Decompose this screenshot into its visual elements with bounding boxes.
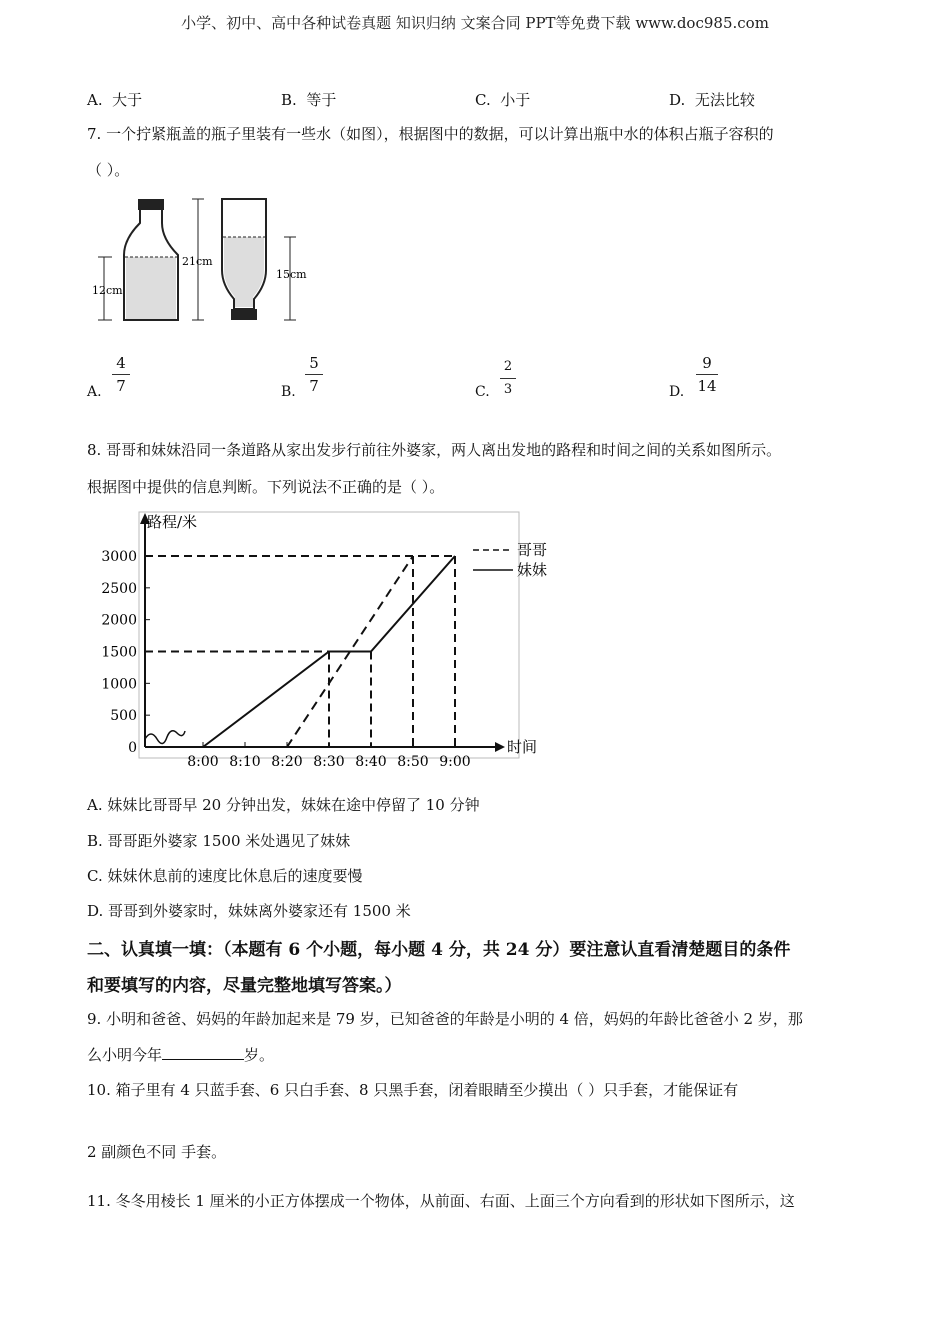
q7-option-b-fraction: 5 7	[305, 354, 323, 395]
y-tick-label: 500	[110, 708, 137, 725]
distance-time-chart	[95, 510, 548, 770]
q8-option-d: D. 哥哥到外婆家时，妹妹离外婆家还有 1500 米	[87, 902, 411, 920]
q7-option-d-fraction: 9 14	[697, 354, 717, 395]
q7-option-b-letter: B.	[281, 384, 296, 400]
bottle-cap-inverted	[231, 309, 257, 320]
legend-label: 妹妹	[517, 561, 548, 579]
q8-text-line2: 根据图中提供的信息判断。下列说法不正确的是（ ）。	[87, 478, 445, 496]
q7-option-d-letter: D.	[669, 384, 685, 400]
y-tick-label: 0	[128, 740, 137, 756]
q11-text-line1: 11. 冬冬用棱长 1 厘米的小正方体摆成一个物体，从前面、右面、上面三个方向看到的形状如下图所示，这	[87, 1192, 795, 1210]
q7-text-line2: （ ）。	[87, 161, 130, 179]
bottle-cap-upright	[138, 199, 164, 210]
x-tick-label: 8:20	[271, 754, 303, 770]
y-tick-label: 2000	[101, 612, 137, 629]
q7-option-a-letter: A.	[87, 384, 102, 400]
q6-option-a: A. 大于	[87, 91, 143, 109]
q7-text-line1: 7. 一个拧紧瓶盖的瓶子里装有一些水（如图），根据图中的数据，可以计算出瓶中水的体积占瓶子容积的	[87, 125, 774, 143]
q8-option-c: C. 妹妹休息前的速度比休息后的速度要慢	[87, 867, 363, 885]
axis-break	[145, 731, 185, 744]
q10-text-line1: 10. 箱子里有 4 只蓝手套、6 只白手套、8 只黑手套，闭着眼睛至少摸出（ ）只手套，才能保证有	[87, 1081, 739, 1099]
q8-text-line1: 8. 哥哥和妹妹沿同一条道路从家出发步行前往外婆家，两人离出发地的路程和时间之间的关系如图所示。	[87, 441, 782, 459]
q6-option-b: B. 等于	[281, 91, 337, 109]
x-tick-label: 8:30	[313, 754, 345, 770]
q6-option-d: D. 无法比较	[669, 91, 755, 109]
x-axis-arrow	[495, 742, 505, 752]
label-12cm: 12cm	[92, 284, 123, 297]
x-tick-label: 8:50	[397, 754, 429, 770]
q7-option-a-fraction: 4 7	[112, 354, 130, 395]
q8-option-b: B. 哥哥距外婆家 1500 米处遇见了妹妹	[87, 832, 351, 850]
page-header: 小学、初中、高中各种试卷真题 知识归纳 文案合同 PPT等免费下载 www.doc985.com	[181, 14, 769, 32]
q7-option-c-letter: C.	[475, 384, 490, 400]
x-tick-label: 8:10	[229, 754, 261, 770]
label-21cm: 21cm	[182, 255, 213, 268]
q9-answer-blank[interactable]	[162, 1045, 244, 1060]
water-upright	[126, 257, 176, 319]
x-tick-label: 8:00	[187, 754, 219, 770]
x-tick-label: 8:40	[355, 754, 387, 770]
section2-heading-line2: 和要填写的内容，尽量完整地填写答案。）	[87, 976, 402, 996]
y-tick-label: 3000	[101, 549, 137, 565]
q8-option-a: A. 妹妹比哥哥早 20 分钟出发，妹妹在途中停留了 10 分钟	[87, 796, 480, 814]
bottle-figure	[90, 195, 320, 330]
q10-text-line2: 2 副颜色不同 手套。	[87, 1143, 227, 1161]
section2-heading-line1: 二、认真填一填：（本题有 6 个小题，每小题 4 分，共 24 分）要注意认直看清楚题目的条件	[87, 940, 791, 960]
q9-text-line1: 9. 小明和爸爸、妈妈的年龄加起来是 79 岁，已知爸爸的年龄是小明的 4 倍，妈妈的年龄比爸爸小 2 岁，那	[87, 1010, 803, 1028]
x-axis-label: 时间	[507, 738, 538, 756]
y-tick-label: 1500	[101, 644, 137, 661]
q6-option-c: C. 小于	[475, 91, 531, 109]
y-tick-label: 2500	[101, 580, 137, 597]
legend-label: 哥哥	[517, 541, 548, 559]
q9-text-line2: 么小明今年 岁。	[87, 1046, 275, 1064]
q7-option-c-fraction: 2 3	[500, 358, 516, 399]
label-15cm: 15cm	[276, 268, 307, 281]
y-tick-label: 1000	[101, 676, 137, 693]
x-tick-label: 9:00	[439, 754, 471, 770]
y-axis-label: 路程/米	[147, 513, 198, 531]
